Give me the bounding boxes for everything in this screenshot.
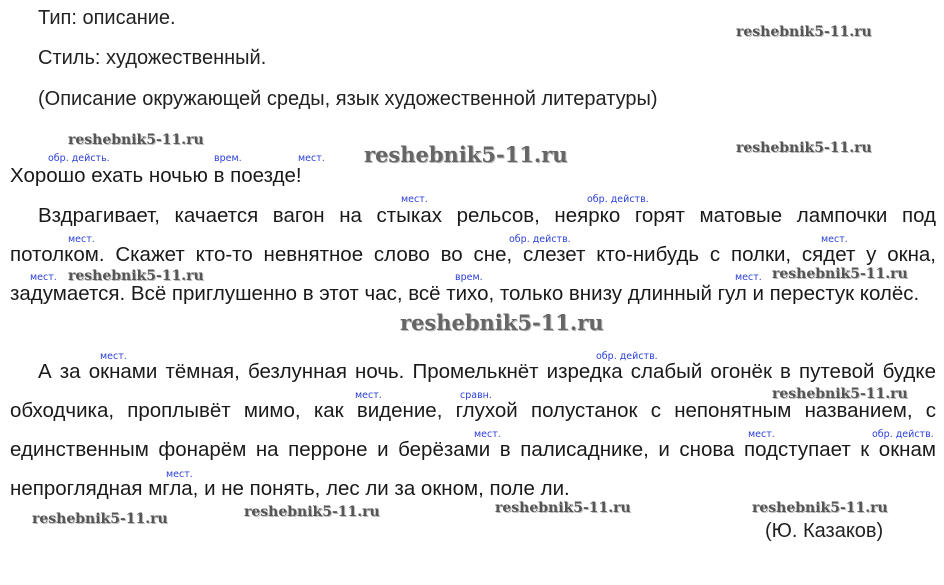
annotation-obr: обр. дейсть. [48, 153, 110, 164]
annotation-mest: мест. [298, 153, 325, 164]
annotation-vrem: врем. [455, 272, 483, 283]
watermark: reshebnik5-11.ru [68, 268, 204, 284]
annotation-obr: обр. действ. [872, 429, 934, 440]
annotation-mest: мест. [68, 234, 95, 245]
annotation-mest: мест. [748, 429, 775, 440]
watermark: reshebnik5-11.ru [772, 386, 908, 402]
annotation-mest: мест. [474, 429, 501, 440]
watermark: reshebnik5-11.ru [32, 511, 168, 527]
annotation-mest: мест. [166, 469, 193, 480]
watermark: reshebnik5-11.ru [244, 504, 380, 520]
annotation-mest: мест. [100, 351, 127, 362]
text-note: (Описание окружающей среды, язык художественной литературы) [38, 88, 658, 110]
watermark: reshebnik5-11.ru [772, 266, 908, 282]
annotation-mest: мест. [735, 272, 762, 283]
paragraph-1: Хорошо ехать ночью в поезде! [10, 164, 302, 187]
annotation-obr: обр. действ. [509, 234, 571, 245]
annotation-vrem: врем. [214, 153, 242, 164]
annotation-mest: мест. [30, 272, 57, 283]
text-style: Стиль: художественный. [38, 47, 267, 69]
annotation-mest: мест. [401, 194, 428, 205]
annotation-mest: мест. [821, 234, 848, 245]
paragraph-2: Вздрагивает, качается вагон на стыках рельсов, неярко горят матовые лампочки под потолком. Скажет кто-то невнятное слово во сне, слезет кто-нибудь с полки, сядет у окна, задумается. Всё приглушенно в этот час, всё тихо, только внизу длинный гул и перестук колёс. [10, 204, 936, 305]
watermark: reshebnik5-11.ru [736, 140, 872, 156]
annotation-sravn: сравн. [460, 390, 492, 401]
watermark: reshebnik5-11.ru [736, 24, 872, 40]
annotation-mest: мест. [355, 390, 382, 401]
watermark: reshebnik5-11.ru [752, 500, 888, 516]
watermark: reshebnik5-11.ru [68, 132, 204, 148]
watermark: reshebnik5-11.ru [495, 500, 631, 516]
watermark: reshebnik5-11.ru [400, 310, 604, 335]
paragraph-3: А за окнами тёмная, безлунная ночь. Промелькнёт изредка слабый огонёк в путевой будке обходчика, проплывёт мимо, как видение, глухой полустанок с непонятным названием, с единственным фонарём на перроне и берёзами в палисаднике, и снова подступает к окнам непроглядная мгла, и не понять, лес ли за окном, поле ли. [10, 360, 936, 500]
annotation-obr: обр. действ. [596, 351, 658, 362]
text-type: Тип: описание. [38, 7, 176, 29]
annotation-obr: обр. действ. [587, 194, 649, 205]
watermark: reshebnik5-11.ru [364, 142, 568, 167]
author-signature: (Ю. Казаков) [765, 520, 884, 542]
